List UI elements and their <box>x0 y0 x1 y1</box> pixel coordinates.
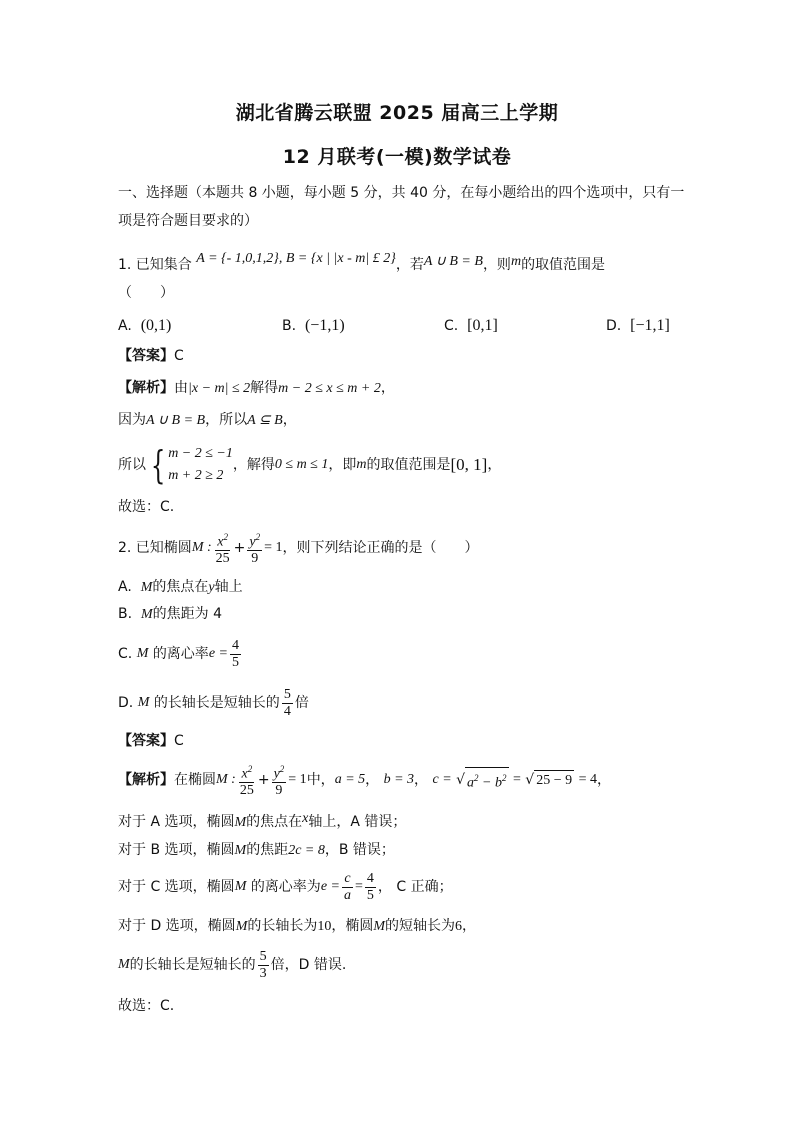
fraction-x2-25: $\frac{x^2}{25}$ <box>214 529 232 568</box>
q1-final: 故选：C. <box>118 499 175 515</box>
q1-paren: （ ） <box>118 285 174 301</box>
question-1-stem <box>118 251 606 276</box>
fraction-5-3: $\frac{5}{3}$ <box>259 948 267 981</box>
fraction-5-4: $\frac{5}{4}$ <box>283 686 291 719</box>
fraction-4-5: $\frac{4}{5}$ <box>231 637 239 670</box>
q1-option-a: A. (0,1) <box>118 317 172 334</box>
sqrt-25-9: 25 − 9 <box>534 770 574 791</box>
analysis-fraction-x2-25: $\frac{x^2}{25}$ <box>238 761 256 800</box>
title-line-1: 湖北省腾云联盟 2025 届高三上学期 <box>235 102 559 124</box>
q2-answer: 【答案】C <box>118 733 184 749</box>
fraction-c-a: $\frac{c}{a}$ <box>343 870 351 903</box>
q1-analysis-line-3: 所以 { m − 2 ≤ −1 m + 2 ≥ 2 ，解得 0 ≤ m ≤ 1 ，即 m 的取值范围是 [0, 1] ， <box>118 443 502 487</box>
q1-answer: 【答案】C <box>118 348 184 364</box>
title-line-2: 12 月联考(一模)数学试卷 <box>282 146 512 168</box>
q2-option-c: C. M 的离心率 e = $\frac{4}{5}$ <box>118 637 239 670</box>
q2-option-d: D. M 的长轴长是短轴长的 $\frac{5}{4}$ 倍 <box>118 686 309 719</box>
q2-analysis-line-1: 【解析】 在椭圆 M : $\frac{x^2}{25}$ + $\frac{y^2}{9}$ = 1 中， a = 5 ， b = 3 ， c = √ $a^2 - b^2$ = √ 25 − 9 = 4 ， <box>118 759 611 801</box>
q1-set-b: , B = {x | |x - m| £ 2} <box>278 251 396 266</box>
q1-prefix: 1. 已知集合 <box>118 257 192 273</box>
q2-final: 故选：C. <box>118 998 175 1014</box>
q2-analysis-line-4: 对于 C 选项，椭圆 M 的离心率为 e = $\frac{c}{a}$ = $\frac{4}{5}$ ， C 正确； <box>118 870 453 903</box>
inequality-system: m − 2 ≤ −1 m + 2 ≥ 2 <box>168 446 233 483</box>
q1-analysis-line-2: 因为A ∪ B = B，所以A ⊆ B， <box>118 412 297 428</box>
q1-option-c: C. [0,1] <box>444 317 498 334</box>
analysis-fraction-y2-9: $\frac{y^2}{9}$ <box>272 761 287 800</box>
q2-analysis-line-6: M 的长轴长是短轴长的 $\frac{5}{3}$ 倍，D 错误. <box>118 948 347 981</box>
q1-option-b: B. (−1,1) <box>282 317 345 334</box>
q2-option-a: A. M的焦点在y轴上 <box>118 579 243 595</box>
section-intro-cont: 项是符合题目要求的） <box>118 213 258 229</box>
q1-condition: A ∪ B = B <box>423 254 483 269</box>
fraction-y2-9: $\frac{y^2}{9}$ <box>247 529 262 568</box>
q1-option-d: D. [−1,1] <box>606 317 670 334</box>
q1-mid: ，若 <box>395 257 424 273</box>
q1-post: ，则 <box>482 257 511 273</box>
q1-var-m: m <box>510 254 522 269</box>
system-brace: { <box>150 443 166 487</box>
section-intro: 一、选择题（本题共 8 小题，每小题 5 分，共 40 分，在每小题给出的四个选项中，只有一 <box>118 185 685 201</box>
q2-option-b: B. M的焦距为 4 <box>118 606 222 622</box>
fraction-4-5-analysis: $\frac{4}{5}$ <box>366 870 374 903</box>
q1-analysis-line-1: 【解析】由|x − m| ≤ 2解得m − 2 ≤ x ≤ m + 2， <box>118 380 395 396</box>
q2-analysis-line-2: 对于 A 选项，椭圆M的焦点在x轴上，A 错误； <box>118 811 407 830</box>
q1-set-a: A = {- 1,0,1,2} <box>196 251 279 266</box>
q2-analysis-line-5: 对于 D 选项，椭圆M的长轴长为10，椭圆M的短轴长为6， <box>118 918 477 934</box>
q2-analysis-line-3: 对于 B 选项，椭圆M的焦距2c = 8，B 错误； <box>118 842 395 858</box>
question-2-stem: 2. 已知椭圆 M : $\frac{x^2}{25}$ + $\frac{y^2}{9}$ = 1 ，则下列结论正确的是（ ） <box>118 528 479 568</box>
q1-post2: 的取值范围是 <box>521 257 606 273</box>
sqrt-a2-b2: $a^2 - b^2$ <box>465 767 508 794</box>
